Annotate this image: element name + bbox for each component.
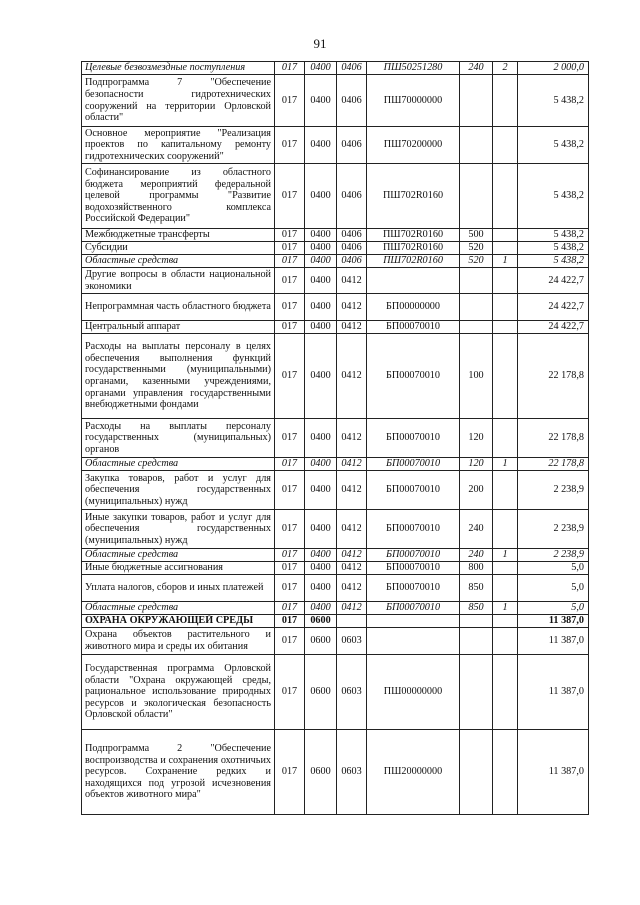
row-amount: 11 387,0 bbox=[518, 730, 589, 815]
table-row bbox=[82, 75, 589, 127]
row-target-article: БП00000000 bbox=[367, 294, 460, 321]
row-expense-type: 120 bbox=[460, 419, 493, 458]
row-ved-code: 017 bbox=[275, 510, 305, 549]
row-expense-type: 850 bbox=[460, 602, 493, 615]
row-subsection-code: 0412 bbox=[337, 268, 367, 294]
row-section-code: 0400 bbox=[305, 602, 337, 615]
table-row bbox=[82, 562, 589, 575]
row-amount: 5 438,2 bbox=[518, 255, 589, 268]
row-section-code: 0400 bbox=[305, 419, 337, 458]
row-ved-code: 017 bbox=[275, 602, 305, 615]
row-expense-type bbox=[460, 655, 493, 730]
row-expense-type: 240 bbox=[460, 62, 493, 75]
row-section-code: 0400 bbox=[305, 229, 337, 242]
row-expense-type bbox=[460, 730, 493, 815]
row-name: Субсидии bbox=[82, 242, 275, 255]
table-row bbox=[82, 615, 589, 628]
table-row bbox=[82, 730, 589, 815]
row-expense-type bbox=[460, 75, 493, 127]
row-section-code: 0400 bbox=[305, 242, 337, 255]
table-row bbox=[82, 602, 589, 615]
row-funding-source bbox=[493, 75, 518, 127]
row-funding-source bbox=[493, 419, 518, 458]
table-row bbox=[82, 321, 589, 334]
row-section-code: 0400 bbox=[305, 562, 337, 575]
row-name: Охрана объектов растительного и животного мира и среды их обитания bbox=[82, 628, 275, 655]
row-name: Областные средства bbox=[82, 602, 275, 615]
row-subsection-code bbox=[337, 615, 367, 628]
row-funding-source: 1 bbox=[493, 549, 518, 562]
row-name: Непрограммная часть областного бюджета bbox=[82, 294, 275, 321]
row-funding-source bbox=[493, 127, 518, 164]
row-name: Областные средства bbox=[82, 458, 275, 471]
table-row bbox=[82, 294, 589, 321]
row-subsection-code: 0412 bbox=[337, 458, 367, 471]
row-section-code: 0600 bbox=[305, 730, 337, 815]
row-expense-type: 200 bbox=[460, 471, 493, 510]
row-amount: 2 000,0 bbox=[518, 62, 589, 75]
row-section-code: 0600 bbox=[305, 615, 337, 628]
row-ved-code: 017 bbox=[275, 242, 305, 255]
row-section-code: 0400 bbox=[305, 75, 337, 127]
row-target-article: ПШ20000000 bbox=[367, 730, 460, 815]
row-ved-code: 017 bbox=[275, 549, 305, 562]
row-funding-source bbox=[493, 321, 518, 334]
row-section-code: 0400 bbox=[305, 471, 337, 510]
row-amount: 24 422,7 bbox=[518, 294, 589, 321]
table-row bbox=[82, 255, 589, 268]
row-ved-code: 017 bbox=[275, 655, 305, 730]
row-target-article: БП00070010 bbox=[367, 562, 460, 575]
row-subsection-code: 0412 bbox=[337, 321, 367, 334]
row-amount: 24 422,7 bbox=[518, 268, 589, 294]
row-funding-source bbox=[493, 471, 518, 510]
table-row bbox=[82, 268, 589, 294]
row-subsection-code: 0406 bbox=[337, 242, 367, 255]
row-ved-code: 017 bbox=[275, 75, 305, 127]
row-expense-type bbox=[460, 164, 493, 229]
row-name: Иные закупки товаров, работ и услуг для обеспечения государственных (муниципальных) нужд bbox=[82, 510, 275, 549]
table-row bbox=[82, 655, 589, 730]
row-subsection-code: 0412 bbox=[337, 575, 367, 602]
row-name: Подпрограмма 7 "Обеспечение безопасности гидротехнических сооружений на территории Орловской области" bbox=[82, 75, 275, 127]
row-ved-code: 017 bbox=[275, 458, 305, 471]
budget-table-body bbox=[82, 62, 589, 815]
row-ved-code: 017 bbox=[275, 164, 305, 229]
row-amount: 22 178,8 bbox=[518, 458, 589, 471]
row-amount: 2 238,9 bbox=[518, 549, 589, 562]
row-target-article: БП00070010 bbox=[367, 549, 460, 562]
row-amount: 5,0 bbox=[518, 575, 589, 602]
row-expense-type: 100 bbox=[460, 334, 493, 419]
row-ved-code: 017 bbox=[275, 229, 305, 242]
table-row bbox=[82, 242, 589, 255]
row-amount: 5 438,2 bbox=[518, 75, 589, 127]
table-row bbox=[82, 628, 589, 655]
row-expense-type: 520 bbox=[460, 255, 493, 268]
row-name: Подпрограмма 2 "Обеспечение воспроизводства и сохранения охотничьих ресурсов. Сохранение редких и находящихся под угрозой исчезновения объектов животного мира" bbox=[82, 730, 275, 815]
row-target-article: БП00070010 bbox=[367, 575, 460, 602]
row-funding-source bbox=[493, 730, 518, 815]
row-funding-source bbox=[493, 164, 518, 229]
row-target-article: ПШ702R0160 bbox=[367, 242, 460, 255]
row-ved-code: 017 bbox=[275, 730, 305, 815]
row-target-article: БП00070010 bbox=[367, 419, 460, 458]
row-funding-source bbox=[493, 562, 518, 575]
row-target-article: ПШ00000000 bbox=[367, 655, 460, 730]
row-section-code: 0400 bbox=[305, 255, 337, 268]
row-target-article bbox=[367, 615, 460, 628]
row-expense-type: 240 bbox=[460, 549, 493, 562]
row-amount: 11 387,0 bbox=[518, 615, 589, 628]
row-name: Иные бюджетные ассигнования bbox=[82, 562, 275, 575]
row-funding-source bbox=[493, 615, 518, 628]
row-target-article: БП00070010 bbox=[367, 510, 460, 549]
table-row bbox=[82, 229, 589, 242]
row-funding-source: 1 bbox=[493, 602, 518, 615]
row-name: Межбюджетные трансферты bbox=[82, 229, 275, 242]
table-row bbox=[82, 419, 589, 458]
row-ved-code: 017 bbox=[275, 268, 305, 294]
row-target-article: БП00070010 bbox=[367, 458, 460, 471]
row-amount: 5,0 bbox=[518, 602, 589, 615]
row-amount: 22 178,8 bbox=[518, 419, 589, 458]
row-funding-source bbox=[493, 334, 518, 419]
row-amount: 5,0 bbox=[518, 562, 589, 575]
row-ved-code: 017 bbox=[275, 615, 305, 628]
row-target-article: ПШ70200000 bbox=[367, 127, 460, 164]
row-section-code: 0400 bbox=[305, 575, 337, 602]
row-section-code: 0400 bbox=[305, 127, 337, 164]
row-name: Закупка товаров, работ и услуг для обеспечения государственных (муниципальных) нужд bbox=[82, 471, 275, 510]
row-amount: 11 387,0 bbox=[518, 655, 589, 730]
row-funding-source bbox=[493, 510, 518, 549]
row-name: Основное мероприятие "Реализация проектов по капитальному ремонту гидротехнических сооружений" bbox=[82, 127, 275, 164]
row-section-code: 0400 bbox=[305, 62, 337, 75]
row-expense-type bbox=[460, 294, 493, 321]
row-ved-code: 017 bbox=[275, 321, 305, 334]
table-row bbox=[82, 510, 589, 549]
row-subsection-code: 0412 bbox=[337, 419, 367, 458]
row-amount: 5 438,2 bbox=[518, 164, 589, 229]
row-target-article: ПШ702R0160 bbox=[367, 255, 460, 268]
row-funding-source: 2 bbox=[493, 62, 518, 75]
row-subsection-code: 0412 bbox=[337, 602, 367, 615]
table-row bbox=[82, 164, 589, 229]
row-name: ОХРАНА ОКРУЖАЮЩЕЙ СРЕДЫ bbox=[82, 615, 275, 628]
row-ved-code: 017 bbox=[275, 575, 305, 602]
row-expense-type: 240 bbox=[460, 510, 493, 549]
row-subsection-code: 0603 bbox=[337, 655, 367, 730]
row-subsection-code: 0412 bbox=[337, 510, 367, 549]
row-ved-code: 017 bbox=[275, 562, 305, 575]
row-ved-code: 017 bbox=[275, 471, 305, 510]
row-section-code: 0400 bbox=[305, 294, 337, 321]
row-funding-source bbox=[493, 242, 518, 255]
row-name: Уплата налогов, сборов и иных платежей bbox=[82, 575, 275, 602]
row-section-code: 0400 bbox=[305, 268, 337, 294]
row-subsection-code: 0603 bbox=[337, 730, 367, 815]
row-subsection-code: 0406 bbox=[337, 127, 367, 164]
row-name: Областные средства bbox=[82, 549, 275, 562]
row-ved-code: 017 bbox=[275, 127, 305, 164]
row-funding-source bbox=[493, 575, 518, 602]
row-ved-code: 017 bbox=[275, 294, 305, 321]
row-amount: 2 238,9 bbox=[518, 471, 589, 510]
row-amount: 5 438,2 bbox=[518, 242, 589, 255]
page-number: 91 bbox=[313, 36, 327, 51]
row-amount: 11 387,0 bbox=[518, 628, 589, 655]
row-target-article bbox=[367, 268, 460, 294]
row-expense-type bbox=[460, 321, 493, 334]
table-row bbox=[82, 549, 589, 562]
row-expense-type bbox=[460, 628, 493, 655]
row-section-code: 0400 bbox=[305, 549, 337, 562]
row-expense-type: 520 bbox=[460, 242, 493, 255]
row-subsection-code: 0406 bbox=[337, 75, 367, 127]
row-target-article: БП00070010 bbox=[367, 334, 460, 419]
row-subsection-code: 0406 bbox=[337, 255, 367, 268]
row-name: Другие вопросы в области национальной экономики bbox=[82, 268, 275, 294]
row-subsection-code: 0412 bbox=[337, 562, 367, 575]
row-ved-code: 017 bbox=[275, 419, 305, 458]
row-funding-source bbox=[493, 268, 518, 294]
row-funding-source bbox=[493, 628, 518, 655]
row-name: Расходы на выплаты персоналу государственных (муниципальных) органов bbox=[82, 419, 275, 458]
row-name: Областные средства bbox=[82, 255, 275, 268]
row-amount: 24 422,7 bbox=[518, 321, 589, 334]
row-expense-type bbox=[460, 127, 493, 164]
row-amount: 22 178,8 bbox=[518, 334, 589, 419]
row-target-article: БП00070010 bbox=[367, 471, 460, 510]
row-section-code: 0600 bbox=[305, 628, 337, 655]
row-ved-code: 017 bbox=[275, 334, 305, 419]
row-name: Софинансирование из областного бюджета мероприятий федеральной целевой программы "Развитие водохозяйственного комплекса Российской Федерации" bbox=[82, 164, 275, 229]
row-ved-code: 017 bbox=[275, 62, 305, 75]
table-row bbox=[82, 471, 589, 510]
table-row bbox=[82, 575, 589, 602]
row-target-article: БП00070010 bbox=[367, 602, 460, 615]
row-section-code: 0400 bbox=[305, 321, 337, 334]
row-amount: 5 438,2 bbox=[518, 229, 589, 242]
row-target-article bbox=[367, 628, 460, 655]
row-subsection-code: 0412 bbox=[337, 334, 367, 419]
row-amount: 5 438,2 bbox=[518, 127, 589, 164]
table-row bbox=[82, 62, 589, 75]
row-ved-code: 017 bbox=[275, 255, 305, 268]
row-amount: 2 238,9 bbox=[518, 510, 589, 549]
row-subsection-code: 0603 bbox=[337, 628, 367, 655]
row-name: Государственная программа Орловской области "Охрана окружающей среды, рациональное использование природных ресурсов и экологическая безопасность Орловской области" bbox=[82, 655, 275, 730]
row-target-article: ПШ702R0160 bbox=[367, 229, 460, 242]
row-expense-type bbox=[460, 615, 493, 628]
table-row bbox=[82, 458, 589, 471]
row-target-article: ПШ702R0160 bbox=[367, 164, 460, 229]
row-expense-type: 800 bbox=[460, 562, 493, 575]
row-target-article: ПШ70000000 bbox=[367, 75, 460, 127]
row-funding-source bbox=[493, 229, 518, 242]
row-subsection-code: 0406 bbox=[337, 164, 367, 229]
row-expense-type: 120 bbox=[460, 458, 493, 471]
row-section-code: 0400 bbox=[305, 334, 337, 419]
row-name: Расходы на выплаты персоналу в целях обеспечения выполнения функций государственными (муниципальными) органами, казенными учреждениями, органами управления государственными внебюджетными фондами bbox=[82, 334, 275, 419]
row-funding-source: 1 bbox=[493, 458, 518, 471]
row-section-code: 0400 bbox=[305, 164, 337, 229]
row-subsection-code: 0412 bbox=[337, 471, 367, 510]
row-subsection-code: 0412 bbox=[337, 294, 367, 321]
row-expense-type bbox=[460, 268, 493, 294]
row-name: Центральный аппарат bbox=[82, 321, 275, 334]
row-section-code: 0600 bbox=[305, 655, 337, 730]
row-name: Целевые безвозмездные поступления bbox=[82, 62, 275, 75]
row-subsection-code: 0412 bbox=[337, 549, 367, 562]
table-row bbox=[82, 127, 589, 164]
row-funding-source: 1 bbox=[493, 255, 518, 268]
row-expense-type: 500 bbox=[460, 229, 493, 242]
budget-table bbox=[81, 61, 589, 815]
row-subsection-code: 0406 bbox=[337, 62, 367, 75]
row-funding-source bbox=[493, 655, 518, 730]
row-section-code: 0400 bbox=[305, 458, 337, 471]
row-subsection-code: 0406 bbox=[337, 229, 367, 242]
row-ved-code: 017 bbox=[275, 628, 305, 655]
row-target-article: БП00070010 bbox=[367, 321, 460, 334]
row-funding-source bbox=[493, 294, 518, 321]
table-row bbox=[82, 334, 589, 419]
row-target-article: ПШ50251280 bbox=[367, 62, 460, 75]
row-expense-type: 850 bbox=[460, 575, 493, 602]
row-section-code: 0400 bbox=[305, 510, 337, 549]
